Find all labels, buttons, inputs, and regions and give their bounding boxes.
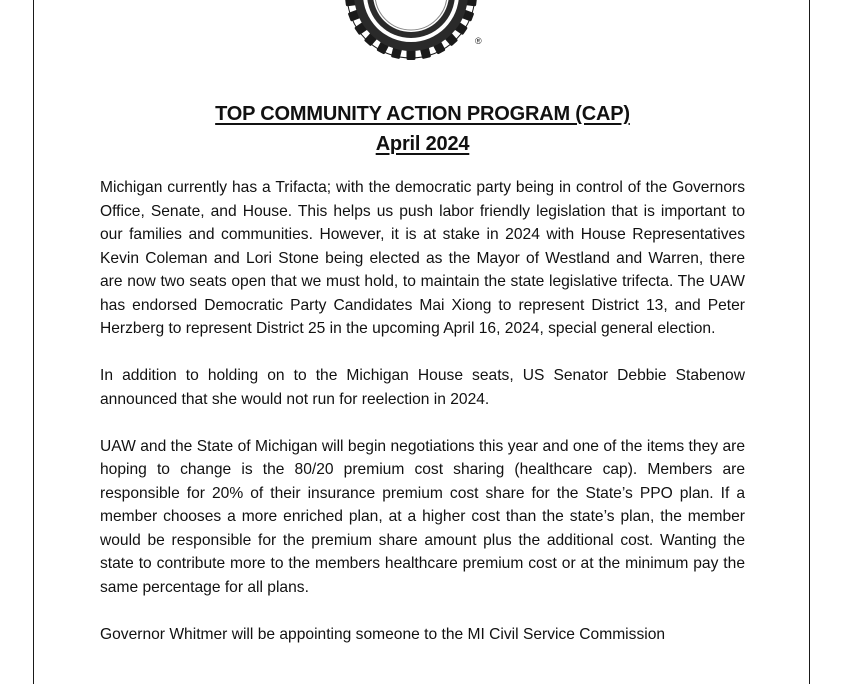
paragraph: Michigan currently has a Trifacta; with the democratic party being in control of the Governors Office, Senate, and House. This helps us push labor friendly legislation that is important to our families and communities. However, it is at stake in 2024 with House Representatives Kevin Coleman and Lori Stone being elected as the Mayor of Westland and Warren, there are now two seats open that we must hold, to maintain the state legislative trifecta. The UAW has endorsed Democratic Party Candidates Mai Xiong to represent District 13, and Peter Herzberg to represent District 25 in the upcoming April 16, 2024, special general election. xyxy=(100,179,745,337)
paragraph: UAW and the State of Michigan will begin negotiations this year and one of the items they are hoping to change is the 80/20 premium cost sharing (healthcare cap). Members are responsible for 20% of their insurance premium cost share for the State’s PPO plan. If a member chooses a more enriched plan, at a higher cost than the state’s plan, the member would be responsible for the premium share amount plus the additional cost. Wanting the state to contribute more to the members healthcare premium cost or at the minimum pay the same percentage for all plans. xyxy=(100,437,745,596)
document-body xyxy=(100,176,745,670)
document-title: TOP COMMUNITY ACTION PROGRAM (CAP) xyxy=(215,103,630,125)
paragraph: In addition to holding on to the Michigan House seats, US Senator Debbie Stabenow announced that she would not run for reelection in 2024. xyxy=(100,367,745,408)
document-date: April 2024 xyxy=(375,133,470,155)
registered-mark: ® xyxy=(475,36,482,46)
uaw-logo xyxy=(326,0,496,68)
paragraph: Governor Whitmer will be appointing someone to the MI Civil Service Commission xyxy=(100,625,666,643)
title-block xyxy=(0,99,845,159)
gear-emblem-icon xyxy=(326,0,496,68)
